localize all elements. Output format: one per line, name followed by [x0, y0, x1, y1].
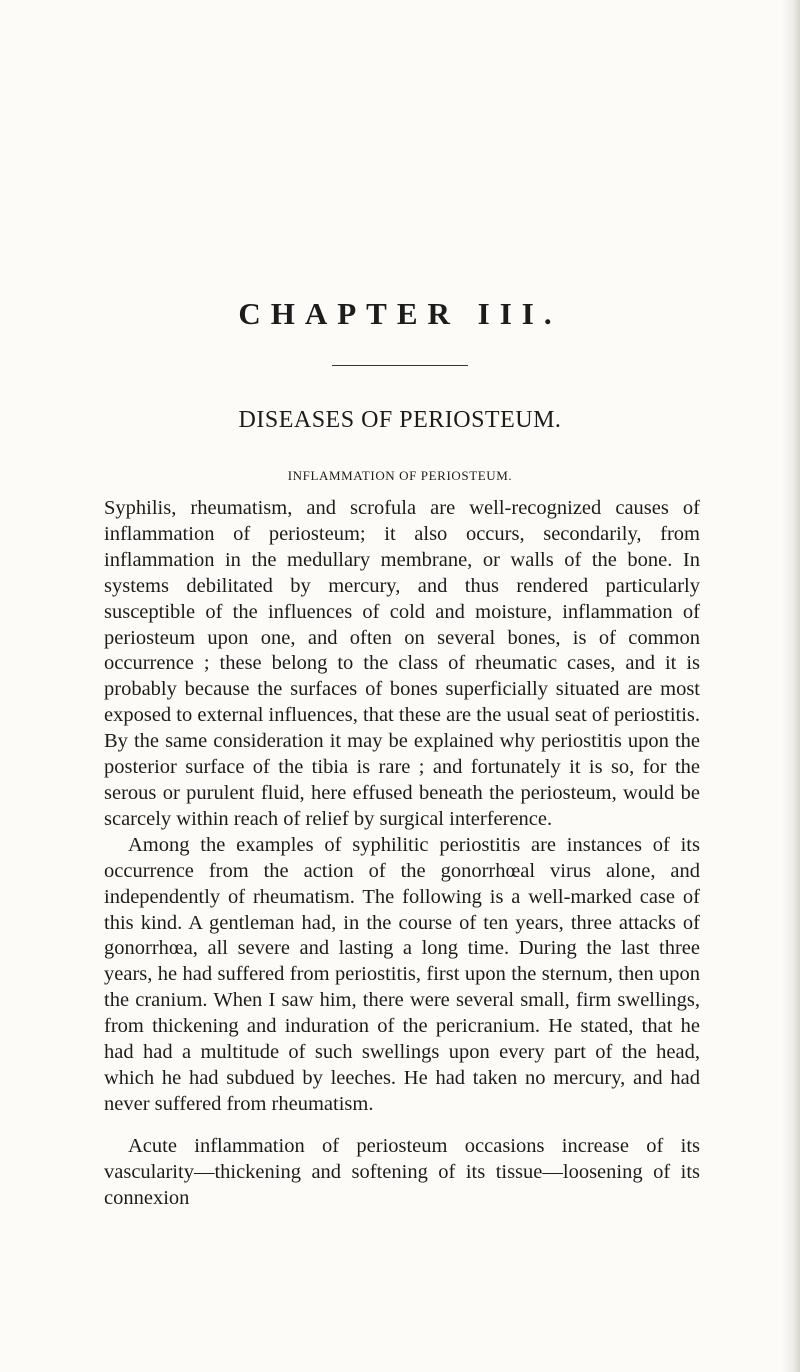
section-title: DISEASES OF PERIOSTEUM. [238, 407, 562, 433]
paragraph: Acute inflammation of periosteum occasions increase of its vascularity—thickening and softening of its tissue—loosening of its connexion [104, 1135, 700, 1209]
heading-divider [332, 365, 468, 366]
chapter-heading: CHAPTER III. [238, 296, 562, 331]
body-text-block [104, 496, 700, 1118]
paragraph: Among the examples of syphilitic periostitis are instances of its occurrence from the action of the gonorrhœal virus alone, and independently of rheumatism. The following is a well-marked case of this kind. A gentleman had, in the course of ten years, three attacks of gonorrhœa, all severe and lasting a long time. During the last three years, he had suffered from periostitis, first upon the sternum, then upon the cranium. When I saw him, there were several small, firm swellings, from thickening and induration of the pericranium. He stated, that he had had a multitude of such swellings upon every part of the head, which he had subdued by leeches. He had taken no mercury, and had never suffered from rheumatism. [104, 833, 700, 1115]
paragraph: Syphilis, rheumatism, and scrofula are well-recognized causes of inflammation of periosteum; it also occurs, secondarily, from inflammation in the medullary membrane, or walls of the bone. In systems debilitated by mercury, and thus rendered particularly susceptible of the influences of cold and moisture, inflammation of periosteum upon one, and often on several bones, is of common occurrence ; these belong to the class of rheumatic cases, and it is probably because the surfaces of bones superficially situated are most exposed to external influences, that these are the usual seat of periostitis. By the same consideration it may be explained why periostitis upon the posterior surface of the tibia is rare ; and fortunately it is so, for the serous or purulent fluid, here effused beneath the periosteum, would be scarcely within reach of relief by surgical interference. [104, 497, 701, 830]
subsection-title: INFLAMMATION OF PERIOSTEUM. [287, 468, 513, 483]
page-edge-shadow [782, 0, 800, 1372]
body-text-block [104, 1134, 700, 1212]
